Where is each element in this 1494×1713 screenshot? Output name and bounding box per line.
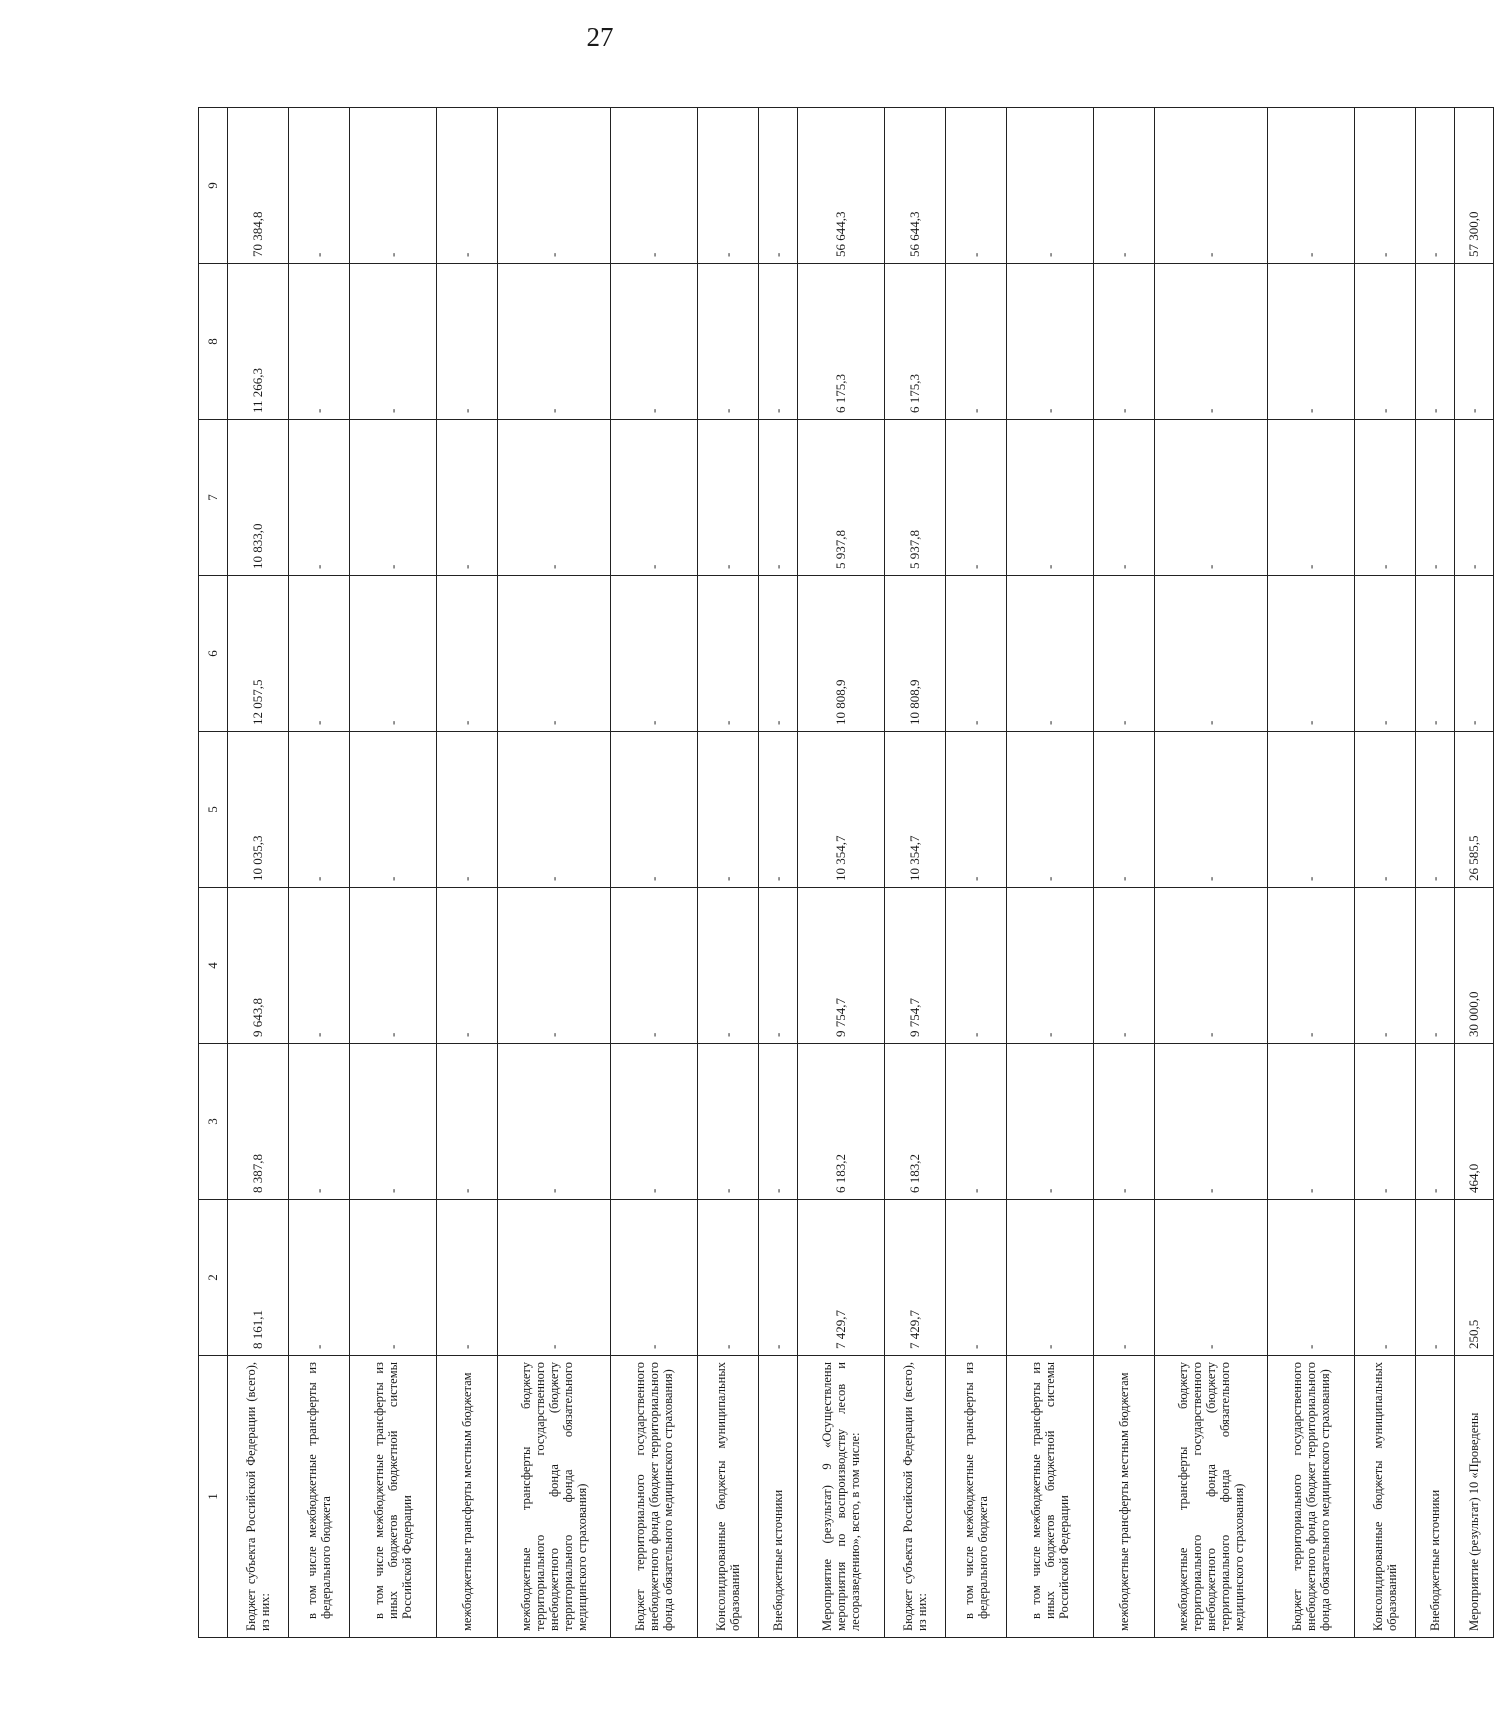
value-cell: - xyxy=(759,420,798,576)
value-cell: 6 183,2 xyxy=(798,1044,885,1200)
value-cell: 8 387,8 xyxy=(228,1044,289,1200)
value-cell: - xyxy=(1268,888,1355,1044)
value-cell: - xyxy=(611,264,698,420)
value-cell: - xyxy=(1007,420,1094,576)
value-cell: 10 808,9 xyxy=(798,576,885,732)
value-cell: - xyxy=(1268,264,1355,420)
value-cell: - xyxy=(1355,888,1416,1044)
header-cell: 8 xyxy=(199,264,228,420)
value-cell: 56 644,3 xyxy=(885,108,946,264)
value-cell: - xyxy=(759,264,798,420)
value-cell: - xyxy=(611,1200,698,1356)
value-cell: - xyxy=(1355,264,1416,420)
value-cell: - xyxy=(946,1044,1007,1200)
value-cell: - xyxy=(1268,732,1355,888)
value-cell: 10 833,0 xyxy=(228,420,289,576)
value-cell: - xyxy=(1007,732,1094,888)
header-cell: 7 xyxy=(199,420,228,576)
row-label: межбюджетные трансферты местным бюджетам xyxy=(1094,1356,1155,1638)
value-cell: 10 354,7 xyxy=(885,732,946,888)
table-row xyxy=(759,108,798,1638)
value-cell: 8 161,1 xyxy=(228,1200,289,1356)
value-cell: - xyxy=(1416,888,1455,1044)
value-cell: - xyxy=(498,888,611,1044)
value-cell: - xyxy=(1155,108,1268,264)
row-label: в том числе межбюджетные трансферты из федерального бюджета xyxy=(289,1356,350,1638)
value-cell: - xyxy=(350,1044,437,1200)
value-cell: - xyxy=(350,108,437,264)
value-cell: - xyxy=(1155,420,1268,576)
table-row xyxy=(885,108,946,1638)
value-cell: - xyxy=(1007,888,1094,1044)
value-cell: - xyxy=(498,1044,611,1200)
value-cell: - xyxy=(289,1200,350,1356)
value-cell: - xyxy=(1155,576,1268,732)
value-cell: - xyxy=(1094,732,1155,888)
value-cell: - xyxy=(498,576,611,732)
value-cell: - xyxy=(698,1044,759,1200)
value-cell: - xyxy=(1268,1200,1355,1356)
value-cell: - xyxy=(611,420,698,576)
value-cell: - xyxy=(1416,420,1455,576)
value-cell: - xyxy=(498,420,611,576)
value-cell: - xyxy=(437,1200,498,1356)
row-label: Внебюджетные источники xyxy=(759,1356,798,1638)
value-cell: - xyxy=(350,264,437,420)
value-cell: - xyxy=(350,420,437,576)
header-cell: 2 xyxy=(199,1200,228,1356)
value-cell: - xyxy=(1155,264,1268,420)
value-cell: - xyxy=(350,888,437,1044)
value-cell: - xyxy=(498,264,611,420)
value-cell: - xyxy=(1416,576,1455,732)
value-cell: - xyxy=(759,888,798,1044)
value-cell: - xyxy=(1355,1200,1416,1356)
value-cell: - xyxy=(698,888,759,1044)
row-label: Бюджет территориального государственного внебюджетного фонда (бюджет территориального фонда обязательного медицинского страхования) xyxy=(1268,1356,1355,1638)
value-cell: 12 057,5 xyxy=(228,576,289,732)
value-cell: - xyxy=(1007,1044,1094,1200)
row-label: межбюджетные трансферты бюджету территориального государственного внебюджетного фонда (бюджету территориального фонда обязательного медицинского страхования) xyxy=(498,1356,611,1638)
value-cell: 10 808,9 xyxy=(885,576,946,732)
value-cell: - xyxy=(1155,1200,1268,1356)
header-cell: 9 xyxy=(199,108,228,264)
table-row xyxy=(350,108,437,1638)
value-cell: - xyxy=(1268,420,1355,576)
value-cell: - xyxy=(1094,1044,1155,1200)
value-cell: - xyxy=(611,888,698,1044)
row-label: межбюджетные трансферты бюджету территориального государственного внебюджетного фонда (бюджету территориального фонда обязательного медицинского страхования) xyxy=(1155,1356,1268,1638)
value-cell: 9 754,7 xyxy=(885,888,946,1044)
value-cell: - xyxy=(1355,1044,1416,1200)
value-cell: - xyxy=(289,888,350,1044)
value-cell: - xyxy=(289,732,350,888)
value-cell: - xyxy=(1268,108,1355,264)
table-row xyxy=(798,108,885,1638)
value-cell: - xyxy=(437,420,498,576)
value-cell: - xyxy=(946,1200,1007,1356)
table-row xyxy=(1268,108,1355,1638)
budget-table xyxy=(198,107,1494,1638)
value-cell: - xyxy=(1094,1200,1155,1356)
row-label: межбюджетные трансферты местным бюджетам xyxy=(437,1356,498,1638)
value-cell: - xyxy=(759,576,798,732)
value-cell: - xyxy=(498,108,611,264)
header-row xyxy=(199,108,228,1638)
value-cell: 7 429,7 xyxy=(798,1200,885,1356)
value-cell: - xyxy=(1155,888,1268,1044)
table-row xyxy=(1416,108,1455,1638)
value-cell: - xyxy=(1007,1200,1094,1356)
value-cell: - xyxy=(1155,732,1268,888)
value-cell: - xyxy=(611,1044,698,1200)
value-cell: - xyxy=(1094,108,1155,264)
value-cell: - xyxy=(611,576,698,732)
value-cell: - xyxy=(1416,264,1455,420)
value-cell: 5 937,8 xyxy=(798,420,885,576)
value-cell: - xyxy=(437,108,498,264)
value-cell: - xyxy=(1007,264,1094,420)
value-cell: - xyxy=(759,1044,798,1200)
value-cell: - xyxy=(1355,420,1416,576)
value-cell: - xyxy=(289,1044,350,1200)
header-cell: 5 xyxy=(199,732,228,888)
value-cell: - xyxy=(1455,264,1494,420)
value-cell: - xyxy=(437,732,498,888)
value-cell: 10 354,7 xyxy=(798,732,885,888)
table-row xyxy=(289,108,350,1638)
row-label: Бюджет субъекта Российской Федерации (всего), из них: xyxy=(885,1356,946,1638)
value-cell: - xyxy=(498,1200,611,1356)
table-row xyxy=(1355,108,1416,1638)
value-cell: - xyxy=(289,420,350,576)
value-cell: - xyxy=(1094,888,1155,1044)
value-cell: - xyxy=(1007,576,1094,732)
row-label: Мероприятие (результат) 10 «Проведены xyxy=(1455,1356,1494,1638)
table-body xyxy=(228,108,1494,1638)
table-row xyxy=(1007,108,1094,1638)
value-cell: - xyxy=(1094,264,1155,420)
value-cell: - xyxy=(1416,1044,1455,1200)
table-row xyxy=(946,108,1007,1638)
value-cell: - xyxy=(289,108,350,264)
row-label: в том числе межбюджетные трансферты из федерального бюджета xyxy=(946,1356,1007,1638)
value-cell: 10 035,3 xyxy=(228,732,289,888)
value-cell: - xyxy=(1416,1200,1455,1356)
value-cell: - xyxy=(759,732,798,888)
header-cell: 3 xyxy=(199,1044,228,1200)
table-row xyxy=(698,108,759,1638)
value-cell: - xyxy=(698,264,759,420)
value-cell: - xyxy=(946,576,1007,732)
value-cell: 6 175,3 xyxy=(798,264,885,420)
value-cell: - xyxy=(437,1044,498,1200)
value-cell: - xyxy=(1268,1044,1355,1200)
value-cell: - xyxy=(698,420,759,576)
value-cell: - xyxy=(350,732,437,888)
value-cell: - xyxy=(759,108,798,264)
row-label: в том числе межбюджетные трансферты из иных бюджетов бюджетной системы Российской Федерации xyxy=(350,1356,437,1638)
header-cell: 4 xyxy=(199,888,228,1044)
value-cell: - xyxy=(946,420,1007,576)
value-cell: 26 585,5 xyxy=(1455,732,1494,888)
value-cell: - xyxy=(498,732,611,888)
value-cell: - xyxy=(611,108,698,264)
row-label: Мероприятие (результат) 9 «Осуществлены мероприятия по воспроизводству лесов и лесоразведению», всего, в том числе: xyxy=(798,1356,885,1638)
value-cell: - xyxy=(1355,732,1416,888)
value-cell: 7 429,7 xyxy=(885,1200,946,1356)
value-cell: - xyxy=(437,888,498,1044)
value-cell: 30 000,0 xyxy=(1455,888,1494,1044)
header-cell: 6 xyxy=(199,576,228,732)
value-cell: - xyxy=(437,576,498,732)
header-cell: 1 xyxy=(199,1356,228,1638)
table-row xyxy=(228,108,289,1638)
value-cell: 6 175,3 xyxy=(885,264,946,420)
value-cell: - xyxy=(698,576,759,732)
value-cell: - xyxy=(1416,732,1455,888)
row-label: Внебюджетные источники xyxy=(1416,1356,1455,1638)
value-cell: - xyxy=(289,576,350,732)
value-cell: - xyxy=(1355,576,1416,732)
value-cell: - xyxy=(1416,108,1455,264)
value-cell: - xyxy=(698,108,759,264)
table-row xyxy=(611,108,698,1638)
table-row xyxy=(437,108,498,1638)
value-cell: - xyxy=(946,732,1007,888)
value-cell: - xyxy=(698,732,759,888)
value-cell: 5 937,8 xyxy=(885,420,946,576)
row-label: Консолидированные бюджеты муниципальных образований xyxy=(698,1356,759,1638)
value-cell: - xyxy=(1455,576,1494,732)
row-label: в том числе межбюджетные трансферты из иных бюджетов бюджетной системы Российской Федерации xyxy=(1007,1356,1094,1638)
value-cell: 57 300,0 xyxy=(1455,108,1494,264)
value-cell: - xyxy=(611,732,698,888)
value-cell: 6 183,2 xyxy=(885,1044,946,1200)
table-row xyxy=(1155,108,1268,1638)
row-label: Бюджет территориального государственного внебюджетного фонда (бюджет территориального фонда обязательного медицинского страхования) xyxy=(611,1356,698,1638)
value-cell: - xyxy=(946,264,1007,420)
value-cell: - xyxy=(1094,576,1155,732)
value-cell: - xyxy=(1355,108,1416,264)
value-cell: - xyxy=(698,1200,759,1356)
value-cell: - xyxy=(350,1200,437,1356)
table-row xyxy=(1455,108,1494,1638)
value-cell: - xyxy=(1007,108,1094,264)
value-cell: - xyxy=(1268,576,1355,732)
value-cell: - xyxy=(1455,420,1494,576)
value-cell: 56 644,3 xyxy=(798,108,885,264)
value-cell: 9 754,7 xyxy=(798,888,885,1044)
table-row xyxy=(1094,108,1155,1638)
value-cell: - xyxy=(946,888,1007,1044)
page-number: 27 xyxy=(586,22,614,52)
value-cell: 11 266,3 xyxy=(228,264,289,420)
table-row xyxy=(498,108,611,1638)
value-cell: - xyxy=(1155,1044,1268,1200)
value-cell: - xyxy=(289,264,350,420)
value-cell: 9 643,8 xyxy=(228,888,289,1044)
value-cell: 250,5 xyxy=(1455,1200,1494,1356)
value-cell: - xyxy=(1094,420,1155,576)
value-cell: 70 384,8 xyxy=(228,108,289,264)
value-cell: 464,0 xyxy=(1455,1044,1494,1200)
row-label: Консолидированные бюджеты муниципальных образований xyxy=(1355,1356,1416,1638)
value-cell: - xyxy=(946,108,1007,264)
value-cell: - xyxy=(759,1200,798,1356)
rotated-sheet xyxy=(198,108,1481,1638)
value-cell: - xyxy=(350,576,437,732)
value-cell: - xyxy=(437,264,498,420)
row-label: Бюджет субъекта Российской Федерации (всего), из них: xyxy=(228,1356,289,1638)
